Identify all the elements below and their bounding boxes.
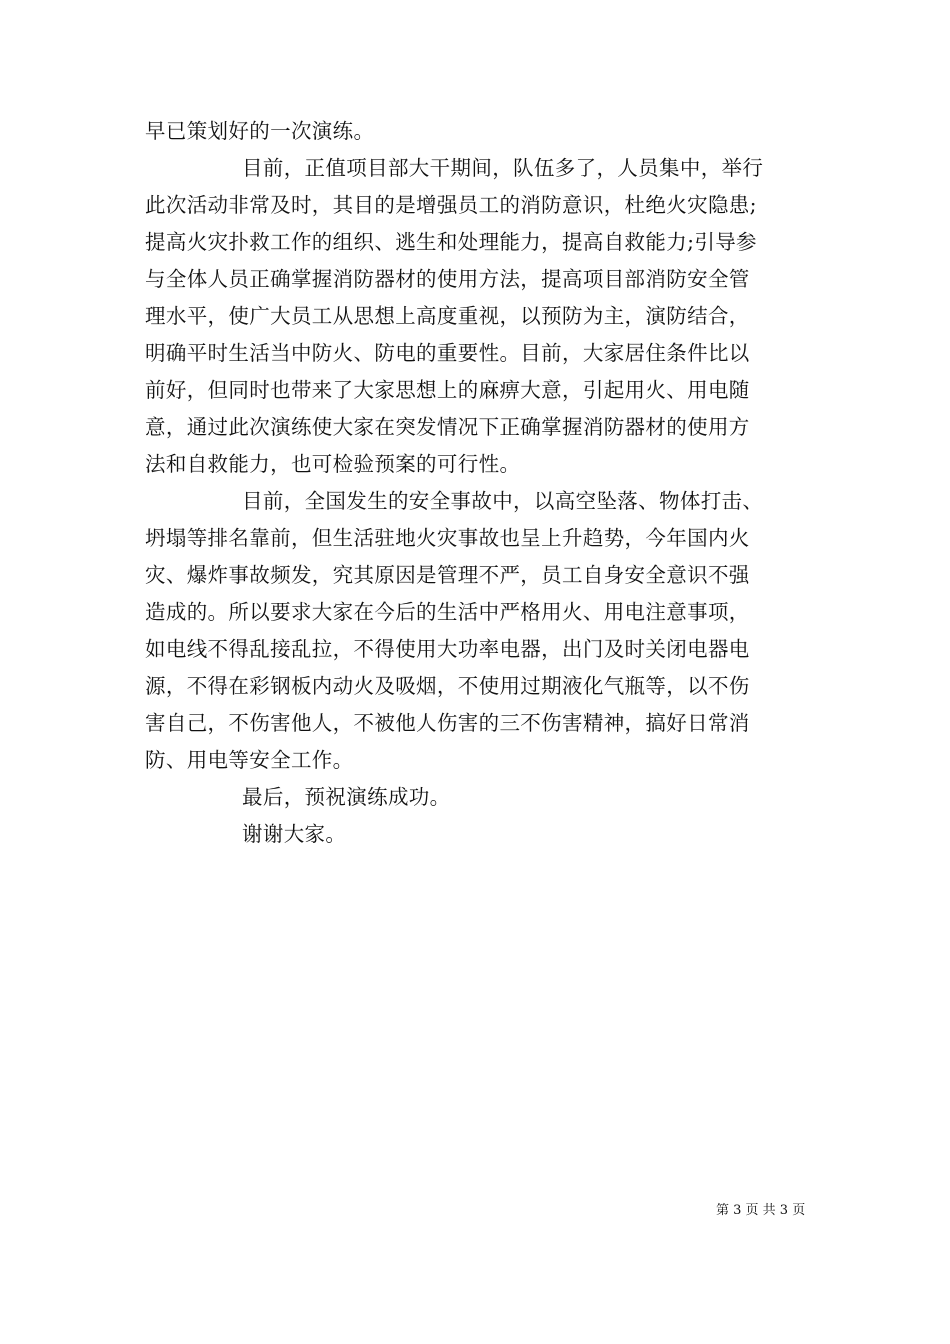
text-line: 造成的。所以要求大家在今后的生活中严格用火、用电注意事项， <box>145 600 750 624</box>
paragraph-start-line: 目前，全国发生的安全事故中，以高空坠落、物体打击、 <box>242 489 764 513</box>
text-line: 如电线不得乱接乱拉，不得使用大功率电器，出门及时关闭电器电 <box>145 637 750 661</box>
text-line: 理水平，使广大员工从思想上高度重视，以预防为主，演防结合， <box>145 304 750 328</box>
text-line: 法和自救能力，也可检验预案的可行性。 <box>145 452 521 476</box>
text-line: 明确平时生活当中防火、防电的重要性。目前，大家居住条件比以 <box>145 341 750 365</box>
text-line: 提高火灾扑救工作的组织、逃生和处理能力，提高自救能力;引导参 <box>145 230 757 254</box>
text-line: 源，不得在彩钢板内动火及吸烟，不使用过期液化气瓶等，以不伤 <box>145 674 750 698</box>
page-number-footer: 第 3 页 共 3 页 <box>716 1203 806 1218</box>
text-line: 害自己，不伤害他人，不被他人伤害的三不伤害精神，搞好日常消 <box>145 711 750 735</box>
text-line: 意，通过此次演练使大家在突发情况下正确掌握消防器材的使用方 <box>145 415 750 439</box>
text-line: 此次活动非常及时，其目的是增强员工的消防意识，杜绝火灾隐患; <box>145 193 757 217</box>
closing-line: 最后，预祝演练成功。 <box>242 785 451 809</box>
text-line: 坍塌等排名靠前，但生活驻地火灾事故也呈上升趋势，今年国内火 <box>145 526 750 550</box>
text-line: 前好，但同时也带来了大家思想上的麻痹大意，引起用火、用电随 <box>145 378 750 402</box>
closing-line: 谢谢大家。 <box>242 822 347 846</box>
text-line: 早已策划好的一次演练。 <box>145 119 375 143</box>
text-line: 灾、爆炸事故频发，究其原因是管理不严，员工自身安全意识不强 <box>145 563 750 587</box>
paragraph-start-line: 目前，正值项目部大干期间，队伍多了，人员集中，举行 <box>242 156 764 180</box>
text-line: 防、用电等安全工作。 <box>145 748 354 772</box>
text-line: 与全体人员正确掌握消防器材的使用方法，提高项目部消防安全管 <box>145 267 750 291</box>
document-body <box>145 113 810 853</box>
